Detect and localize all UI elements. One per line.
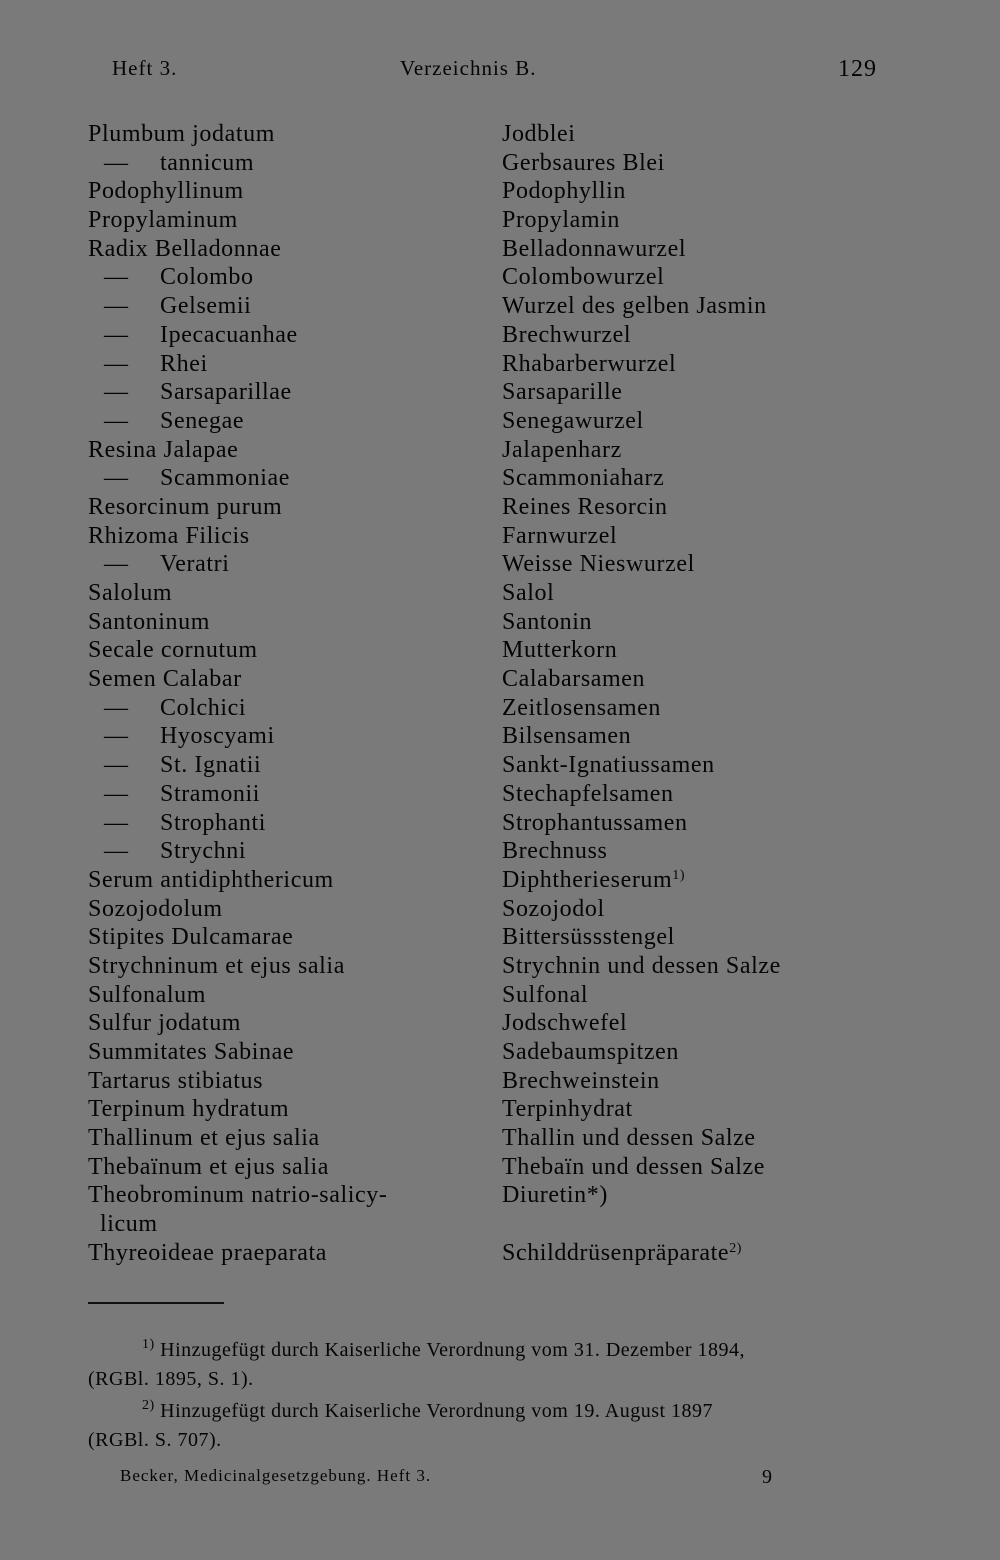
german-name	[502, 751, 715, 780]
footnote-reference: 2)	[729, 1240, 743, 1256]
german-name-text: Terpinhydrat	[502, 1096, 633, 1123]
german-name	[502, 837, 607, 866]
german-name-text: Bilsensamen	[502, 723, 632, 750]
latin-name	[88, 665, 448, 694]
latin-name	[88, 923, 448, 952]
footnote-2	[88, 1397, 888, 1455]
latin-name-text: Senegae	[160, 407, 245, 434]
german-name	[502, 120, 576, 149]
latin-name-text: Strychni	[160, 838, 247, 865]
latin-name	[88, 952, 448, 981]
german-name-text: Jodschwefel	[502, 1010, 628, 1037]
german-name	[502, 350, 676, 379]
german-name-text: Sulfonal	[502, 981, 589, 1008]
latin-name	[104, 751, 464, 780]
latin-name	[88, 608, 448, 637]
entry-row	[0, 407, 1000, 436]
entry-row	[0, 895, 1000, 924]
german-name	[502, 579, 554, 608]
latin-name	[88, 1038, 448, 1067]
entry-row	[0, 464, 1000, 493]
german-name-text: Podophyllin	[502, 178, 626, 205]
latin-name-text: Stipites Dulcamarae	[88, 924, 294, 951]
german-name-text: Belladonnawurzel	[502, 235, 687, 262]
footnote-1: $^{1)}$ Hinzugefügt durch Kaiserliche Verordnung vom 31. Dezember 1894, (RGBl. 1895, S. 1).	[88, 1337, 746, 1390]
entry-row	[0, 1153, 1000, 1182]
german-name-text: Sozojodol	[502, 895, 605, 922]
german-name	[502, 780, 674, 809]
entry-row	[0, 780, 1000, 809]
german-name-text: Reines Resorcin	[502, 493, 668, 520]
ditto-dash: —	[104, 780, 129, 807]
latin-name-text: Ipecacuanhae	[160, 321, 298, 348]
entry-row	[0, 665, 1000, 694]
latin-name	[88, 1181, 452, 1238]
latin-name	[88, 866, 448, 895]
latin-name	[88, 177, 448, 206]
german-name-text: Jalapenharz	[502, 436, 622, 463]
latin-name-line: Theobrominum natrio-salicy-	[88, 1182, 388, 1209]
entry-row	[0, 1181, 1000, 1238]
german-name-text: Propylamin	[502, 207, 620, 234]
german-name-text: Brechnuss	[502, 838, 608, 865]
latin-name	[104, 263, 464, 292]
ditto-dash: —	[104, 293, 129, 320]
ditto-dash: —	[104, 838, 129, 865]
german-name	[502, 1239, 742, 1268]
latin-name-text: Sulfonalum	[88, 981, 206, 1008]
entry-row	[0, 177, 1000, 206]
german-name-text: Mutterkorn	[502, 637, 618, 664]
ditto-dash: —	[104, 752, 129, 779]
entry-row	[0, 923, 1000, 952]
latin-name-text: Stramonii	[160, 780, 261, 807]
latin-name	[88, 493, 448, 522]
german-name-text: Colombowurzel	[502, 264, 665, 291]
latin-name-text: Colombo	[160, 264, 254, 291]
latin-name-text: Santoninum	[88, 608, 211, 635]
german-name	[502, 1153, 765, 1182]
latin-name	[88, 522, 448, 551]
entry-row	[0, 809, 1000, 838]
latin-name-text: Salolum	[88, 580, 173, 606]
ditto-dash: —	[104, 551, 129, 578]
latin-name-text: Resina Jalapae	[88, 436, 239, 463]
german-name-text: Wurzel des gelben Jasmin	[502, 293, 767, 320]
entry-row	[0, 1009, 1000, 1038]
latin-name	[88, 1239, 448, 1268]
german-name	[502, 321, 631, 350]
german-name-text: Gerbsaures Blei	[502, 149, 665, 176]
latin-name	[104, 149, 464, 178]
entry-list	[0, 120, 1000, 1268]
latin-name	[104, 809, 464, 838]
ditto-dash: —	[104, 809, 129, 836]
german-name-text: Rhabarberwurzel	[502, 350, 677, 377]
german-name	[502, 378, 623, 407]
german-name-text: Schilddrüsenpräparate	[502, 1239, 730, 1266]
german-name-text: Sarsaparille	[502, 379, 623, 406]
latin-name	[104, 321, 464, 350]
latin-name-text: Strychninum et ejus salia	[88, 952, 345, 979]
footnote-text-cont: (RGBl. 1895, S. 1).	[88, 1368, 254, 1390]
german-name-text: Bittersüssstengel	[502, 924, 675, 951]
latin-name-text: Thallinum et ejus salia	[88, 1125, 320, 1152]
latin-name-text: tannicum	[160, 149, 255, 176]
entry-row	[0, 608, 1000, 637]
latin-name-text: Scammoniae	[160, 465, 290, 492]
german-name	[502, 608, 592, 637]
german-name-text: Stechapfelsamen	[502, 780, 674, 807]
entry-row	[0, 350, 1000, 379]
entry-row	[0, 866, 1000, 895]
latin-name	[104, 292, 464, 321]
entry-row	[0, 1095, 1000, 1124]
latin-name-text: Thebaïnum et ejus salia	[88, 1153, 330, 1180]
signature-number: 9	[762, 1466, 772, 1488]
latin-name-text: St. Ignatii	[160, 752, 262, 779]
entry-row	[0, 1038, 1000, 1067]
page-number: 129	[838, 56, 877, 82]
entry-row	[0, 149, 1000, 178]
german-name	[502, 1038, 679, 1067]
entry-row	[0, 694, 1000, 723]
latin-name-text: Terpinum hydratum	[88, 1096, 290, 1123]
entry-row	[0, 522, 1000, 551]
latin-name-text: Colchici	[160, 694, 247, 721]
german-name	[502, 952, 781, 981]
ditto-dash: —	[104, 694, 129, 721]
ditto-dash: —	[104, 350, 129, 377]
german-name	[502, 694, 661, 723]
entry-row	[0, 837, 1000, 866]
header-issue: Heft 3.	[112, 56, 178, 80]
german-name-text: Diuretin*)	[502, 1182, 608, 1209]
ditto-dash: —	[104, 407, 129, 434]
latin-name	[88, 1124, 448, 1153]
german-name-text: Sadebaumspitzen	[502, 1039, 679, 1065]
german-name	[502, 981, 588, 1010]
latin-name-text: Semen Calabar	[88, 666, 242, 693]
latin-name	[88, 981, 448, 1010]
german-name-text: Weisse Nieswurzel	[502, 551, 695, 578]
latin-name	[88, 1153, 448, 1182]
latin-name	[104, 350, 464, 379]
german-name	[502, 149, 665, 178]
latin-name-text: Rhizoma Filicis	[88, 522, 250, 549]
ditto-dash: —	[104, 321, 129, 348]
latin-name-text: Sarsaparillae	[160, 379, 292, 406]
latin-name-text: Hyoscyami	[160, 723, 275, 750]
latin-name	[104, 780, 464, 809]
german-name	[502, 1009, 627, 1038]
latin-name	[104, 407, 464, 436]
german-name-text: Brechweinstein	[502, 1067, 660, 1094]
header-title: Verzeichnis B.	[400, 56, 537, 80]
german-name	[502, 407, 644, 436]
latin-name-text: Plumbum jodatum	[88, 121, 276, 147]
latin-name	[88, 579, 448, 608]
german-name-text: Brechwurzel	[502, 321, 632, 348]
latin-name-text: Veratri	[160, 551, 230, 578]
entry-row	[0, 493, 1000, 522]
german-name	[502, 1181, 608, 1210]
latin-name	[88, 436, 448, 465]
german-name	[502, 665, 645, 694]
latin-name	[88, 636, 448, 665]
entry-row	[0, 579, 1000, 608]
german-name	[502, 550, 695, 579]
entry-row	[0, 321, 1000, 350]
latin-name	[88, 120, 448, 149]
latin-name-text: Serum antidiphthericum	[88, 866, 334, 893]
latin-name-text: Sozojodolum	[88, 895, 223, 922]
latin-name	[88, 1067, 448, 1096]
german-name	[502, 292, 767, 321]
footnote-mark: 1)	[142, 1337, 155, 1352]
entry-row	[0, 235, 1000, 264]
german-name	[502, 722, 631, 751]
entry-row	[0, 1239, 1000, 1268]
latin-name-text: Tartarus stibiatus	[88, 1067, 264, 1094]
footnote-text-cont: (RGBl. S. 707).	[88, 1429, 222, 1451]
latin-name-text: Radix Belladonnae	[88, 235, 282, 262]
german-name	[502, 177, 626, 206]
footnote-mark: 2)	[142, 1398, 155, 1413]
german-name	[502, 923, 675, 952]
latin-name-text: Thyreoideae praeparata	[88, 1239, 328, 1266]
latin-name-text: Secale cornutum	[88, 637, 258, 664]
entry-row	[0, 292, 1000, 321]
german-name-text: Thallin und dessen Salze	[502, 1125, 756, 1152]
german-name-text: Salol	[502, 580, 555, 606]
footnote-text: Hinzugefügt durch Kaiserliche Verordnung vom 19. August 1897	[160, 1400, 714, 1422]
entry-row	[0, 722, 1000, 751]
latin-name-text: Sulfur jodatum	[88, 1010, 242, 1037]
latin-name	[88, 895, 448, 924]
german-name-text: Strychnin und dessen Salze	[502, 952, 781, 979]
entry-row	[0, 1124, 1000, 1153]
latin-name	[88, 235, 448, 264]
entry-row	[0, 636, 1000, 665]
entry-row	[0, 263, 1000, 292]
latin-name-text: Summitates Sabinae	[88, 1039, 295, 1065]
entry-row	[0, 550, 1000, 579]
ditto-dash: —	[104, 723, 129, 750]
german-name-text: Calabarsamen	[502, 666, 646, 693]
latin-name-text: Rhei	[160, 350, 208, 377]
entry-row	[0, 952, 1000, 981]
german-name-text: Scammoniaharz	[502, 465, 665, 492]
latin-name-text: Podophyllinum	[88, 178, 244, 205]
german-name-text: Diphtherieserum	[502, 866, 673, 893]
latin-name-text: Resorcinum purum	[88, 493, 283, 520]
ditto-dash: —	[104, 149, 129, 176]
german-name	[502, 493, 668, 522]
entry-row	[0, 751, 1000, 780]
footnote-rule	[88, 1302, 224, 1304]
german-name	[502, 206, 620, 235]
latin-name	[88, 1009, 448, 1038]
entry-row	[0, 1067, 1000, 1096]
german-name-text: Strophantussamen	[502, 809, 688, 836]
german-name-text: Santonin	[502, 608, 593, 635]
entry-row	[0, 120, 1000, 149]
german-name	[502, 1067, 660, 1096]
german-name-text: Sankt-Ignatiussamen	[502, 752, 715, 779]
german-name	[502, 235, 686, 264]
latin-name-text: Propylaminum	[88, 207, 238, 234]
german-name-text: Thebaïn und dessen Salze	[502, 1153, 765, 1180]
latin-name	[104, 694, 464, 723]
entry-row	[0, 981, 1000, 1010]
latin-name-continuation: licum	[100, 1211, 158, 1238]
german-name-text: Farnwurzel	[502, 522, 618, 549]
entry-row	[0, 378, 1000, 407]
german-name	[502, 809, 688, 838]
german-name	[502, 636, 617, 665]
footnote-reference: 1)	[672, 867, 686, 883]
ditto-dash: —	[104, 264, 129, 291]
footnote-text: Hinzugefügt durch Kaiserliche Verordnung vom 31. Dezember 1894	[160, 1339, 740, 1361]
footer-citation: Becker, Medicinalgesetzgebung. Heft 3.	[120, 1466, 432, 1485]
page-header	[0, 56, 1000, 86]
german-name-text: Zeitlosensamen	[502, 694, 662, 721]
latin-name	[88, 1095, 448, 1124]
german-name	[502, 436, 622, 465]
latin-name	[104, 837, 464, 866]
latin-name	[88, 206, 448, 235]
german-name	[502, 522, 617, 551]
latin-name-text: Strophanti	[160, 809, 266, 836]
latin-name-text: Gelsemii	[160, 293, 252, 320]
ditto-dash: —	[104, 465, 129, 492]
german-name	[502, 263, 664, 292]
latin-name	[104, 550, 464, 579]
german-name	[502, 1095, 633, 1124]
ditto-dash: —	[104, 379, 129, 406]
latin-name	[104, 464, 464, 493]
german-name	[502, 895, 605, 924]
entry-row	[0, 436, 1000, 465]
german-name	[502, 464, 664, 493]
entry-row	[0, 206, 1000, 235]
german-name-text: Senegawurzel	[502, 407, 644, 434]
german-name-text: Jodblei	[502, 121, 576, 147]
latin-name	[104, 378, 464, 407]
latin-name	[104, 722, 464, 751]
german-name	[502, 1124, 756, 1153]
german-name	[502, 866, 685, 895]
